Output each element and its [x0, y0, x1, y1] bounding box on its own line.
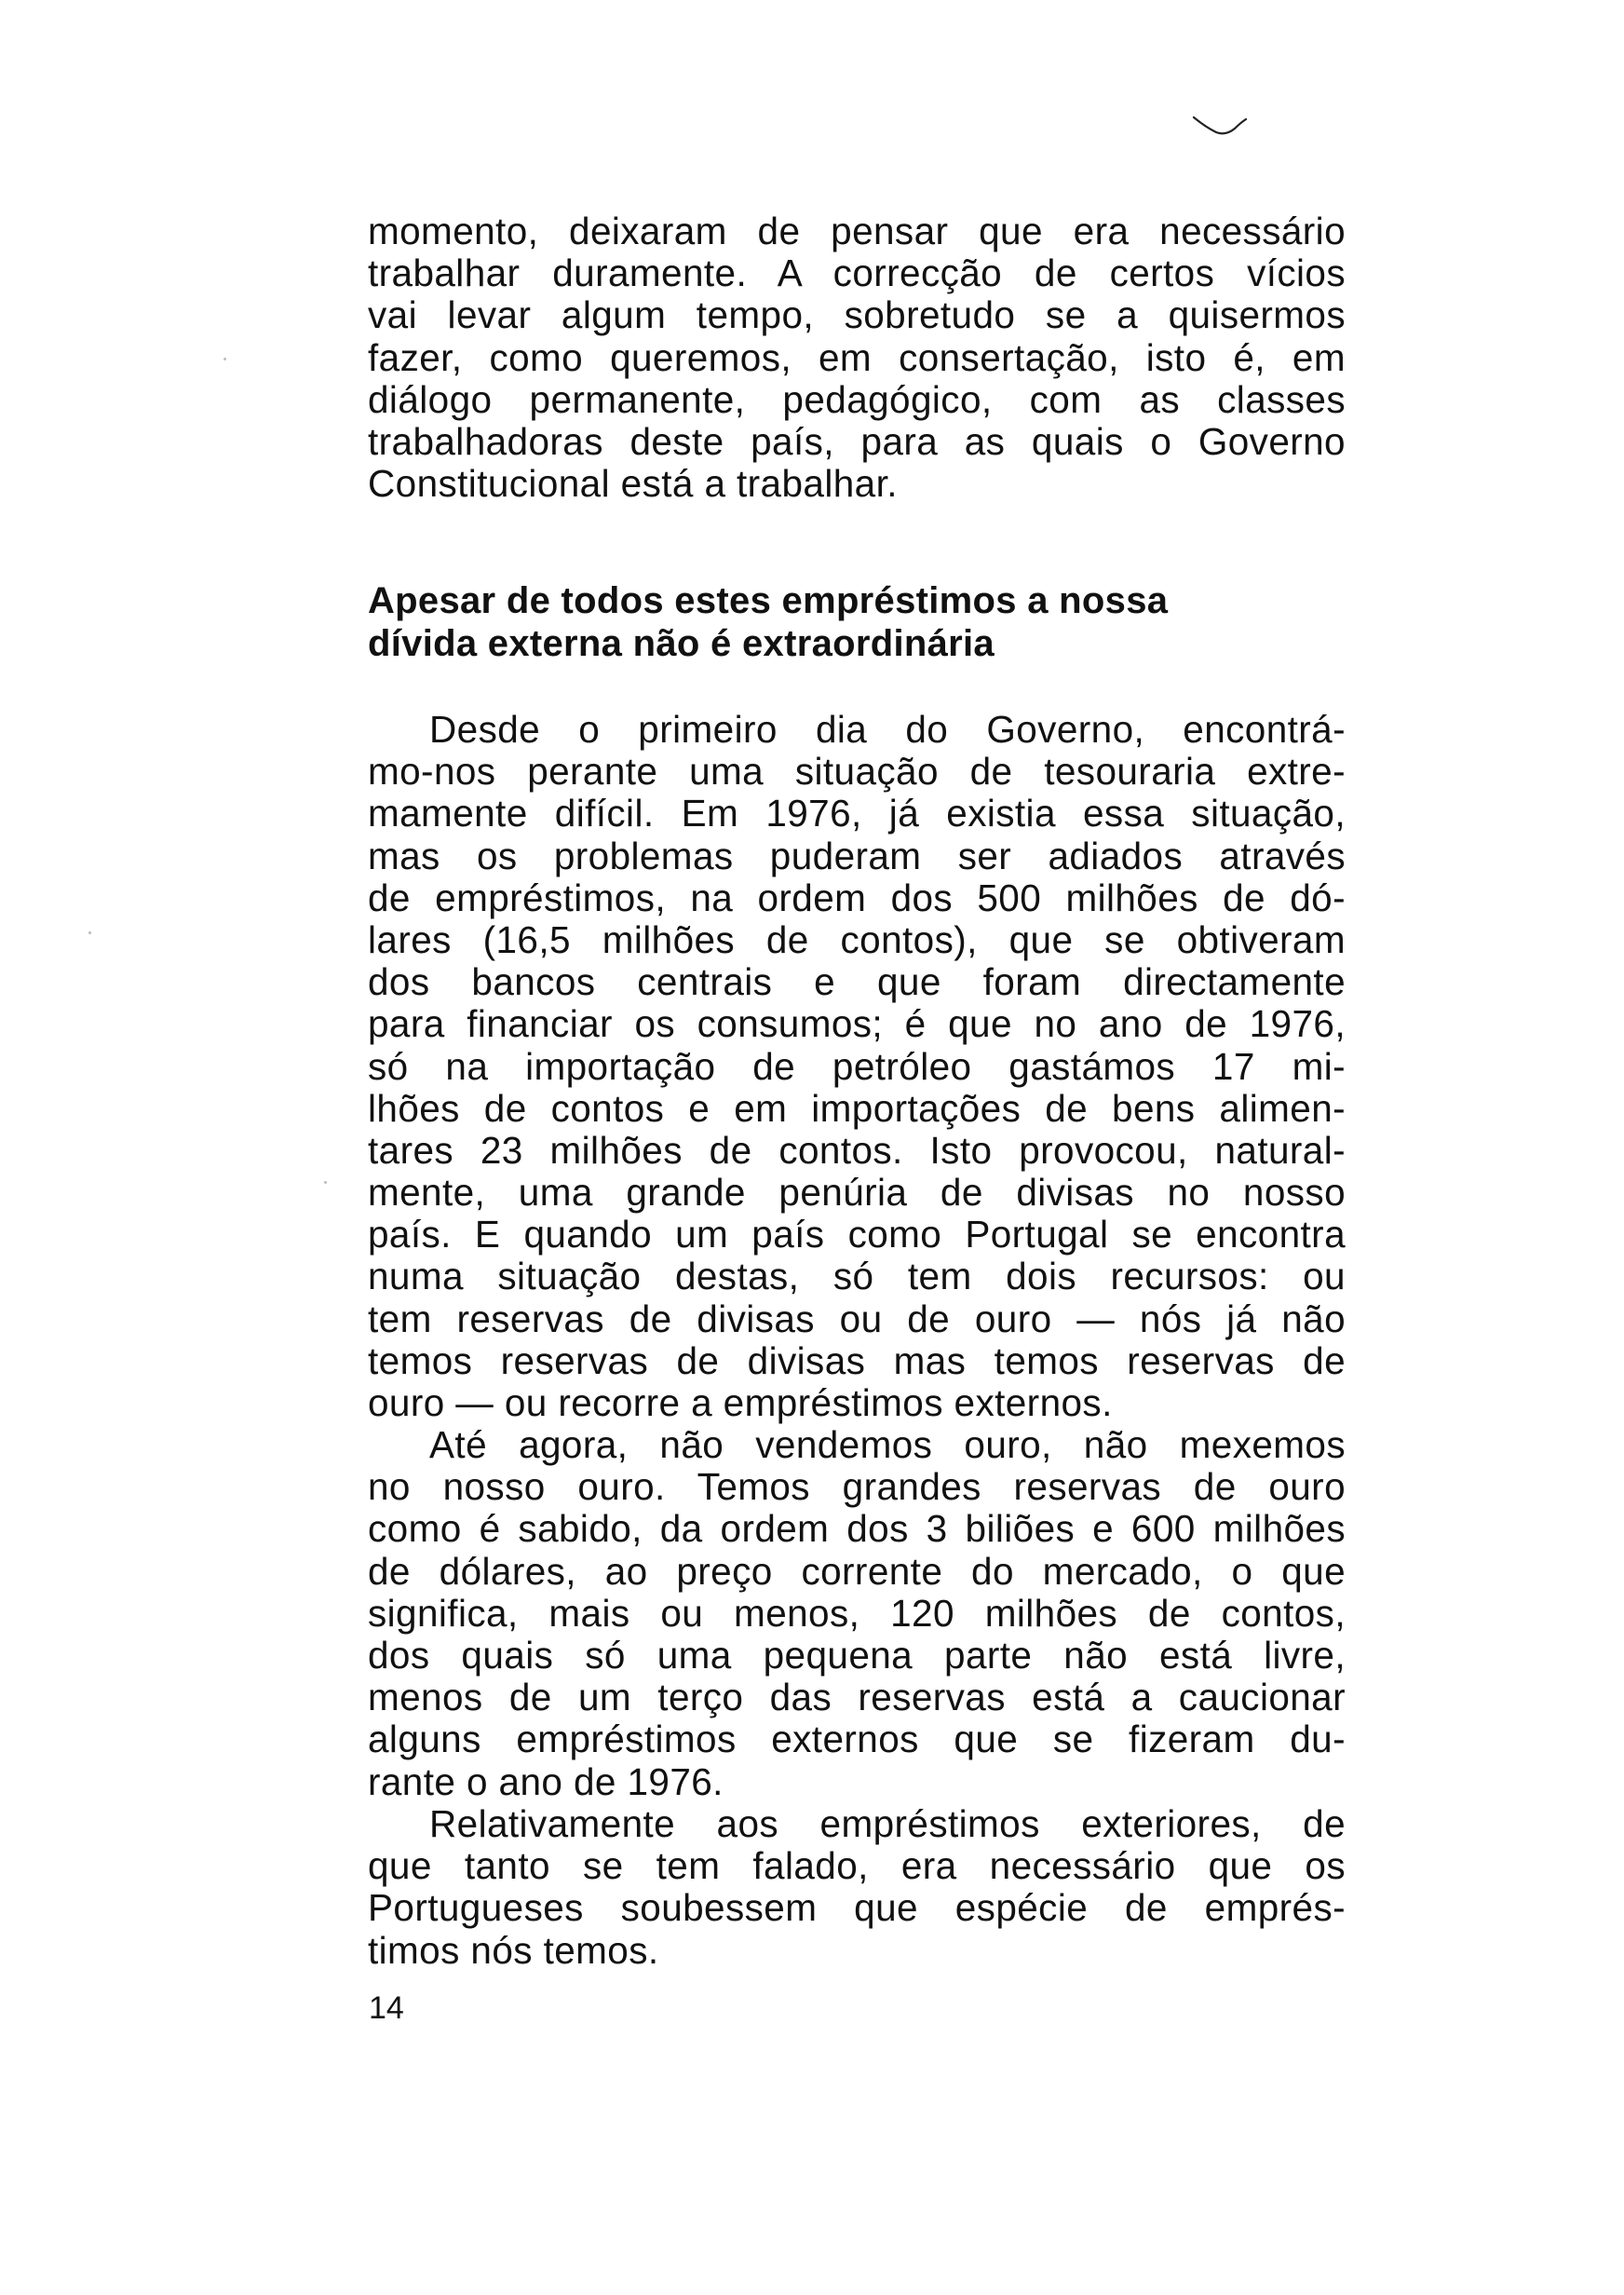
text-line: trabalhadoras deste país, para as quais o Governo [368, 419, 1346, 463]
text-line: Desde o primeiro dia do Governo, encontrá- [429, 708, 1346, 751]
intro-text [368, 210, 1346, 505]
text-line: fazer, como queremos, em consertação, isto é, em [368, 335, 1346, 379]
scan-speck [223, 358, 226, 360]
scan-speck [88, 931, 91, 934]
text-line: temos reservas de divisas mas temos reservas de [368, 1338, 1346, 1382]
text-line: momento, deixaram de pensar que era necessário [368, 210, 1346, 252]
text-line: para financiar os consumos; é que no ano de 1976, [368, 1002, 1346, 1046]
text-line: diálogo permanente, pedagógico, com as classes [368, 377, 1346, 421]
page-number: 14 [369, 1990, 404, 2026]
text-line: mas os problemas puderam ser adiados através [368, 834, 1346, 877]
heading-line: Apesar de todos estes empréstimos a nossa [368, 580, 1169, 621]
text-line: Relativamente aos empréstimos exteriores, de [429, 1802, 1346, 1845]
text-line: alguns empréstimos externos que se fizeram du- [368, 1718, 1346, 1761]
text-line: Até agora, não vendemos ouro, não mexemos [429, 1423, 1346, 1466]
text-line: menos de um terço das reservas está a caucionar [368, 1676, 1346, 1719]
paragraph-3 [368, 1803, 1346, 1972]
paragraph-1 [368, 709, 1346, 1424]
scan-speck [324, 1181, 327, 1184]
text-line: Portugueses soubessem que espécie de emprés- [368, 1886, 1346, 1930]
text-line: timos nós temos. [368, 1928, 659, 1972]
text-line: vai levar algum tempo, sobretudo se a quisermos [368, 293, 1346, 337]
paragraph-2 [368, 1424, 1346, 1803]
text-line: só na importação de petróleo gastámos 17 mi- [368, 1044, 1346, 1088]
text-line: mamente difícil. Em 1976, já existia essa situação, [368, 792, 1346, 835]
text-line: trabalhar duramente. A correcção de certos vícios [368, 251, 1346, 295]
text-line: de empréstimos, na ordem dos 500 milhões de dó- [368, 876, 1346, 919]
text-line: rante o ano de 1976. [368, 1759, 724, 1803]
text-line: mente, uma grande penúria de divisas no nosso [368, 1171, 1346, 1215]
text-line: de dólares, ao preço corrente do mercado, o que [368, 1549, 1346, 1593]
text-line: Constitucional está a trabalhar. [368, 462, 898, 506]
text-line: dos quais só uma pequena parte não está livre, [368, 1633, 1346, 1677]
text-line: lares (16,5 milhões de contos), que se obtiveram [368, 917, 1346, 961]
text-line: país. E quando um país como Portugal se encontra [368, 1213, 1346, 1256]
text-line: no nosso ouro. Temos grandes reservas de ouro [368, 1465, 1346, 1509]
text-line: numa situação destas, só tem dois recursos: ou [368, 1255, 1346, 1298]
text-line: que tanto se tem falado, era necessário que os [368, 1844, 1346, 1888]
section-heading [368, 579, 1346, 665]
text-line: tem reservas de divisas ou de ouro — nós já não [368, 1297, 1346, 1340]
text-line: ouro — ou recorre a empréstimos externos. [368, 1381, 1113, 1424]
text-line: como é sabido, da ordem dos 3 biliões e 600 milhões [368, 1507, 1346, 1551]
text-line: tares 23 milhões de contos. Isto provocou, natural- [368, 1128, 1346, 1172]
pen-mark [1192, 114, 1248, 138]
text-line: mo-nos perante uma situação de tesouraria extre- [368, 750, 1346, 794]
heading-line: dívida externa não é extraordinária [368, 623, 995, 664]
text-line: lhões de contos e em importações de bens alimen- [368, 1086, 1346, 1130]
text-line: significa, mais ou menos, 120 milhões de contos, [368, 1591, 1346, 1635]
text-line: dos bancos centrais e que foram directamente [368, 960, 1346, 1004]
